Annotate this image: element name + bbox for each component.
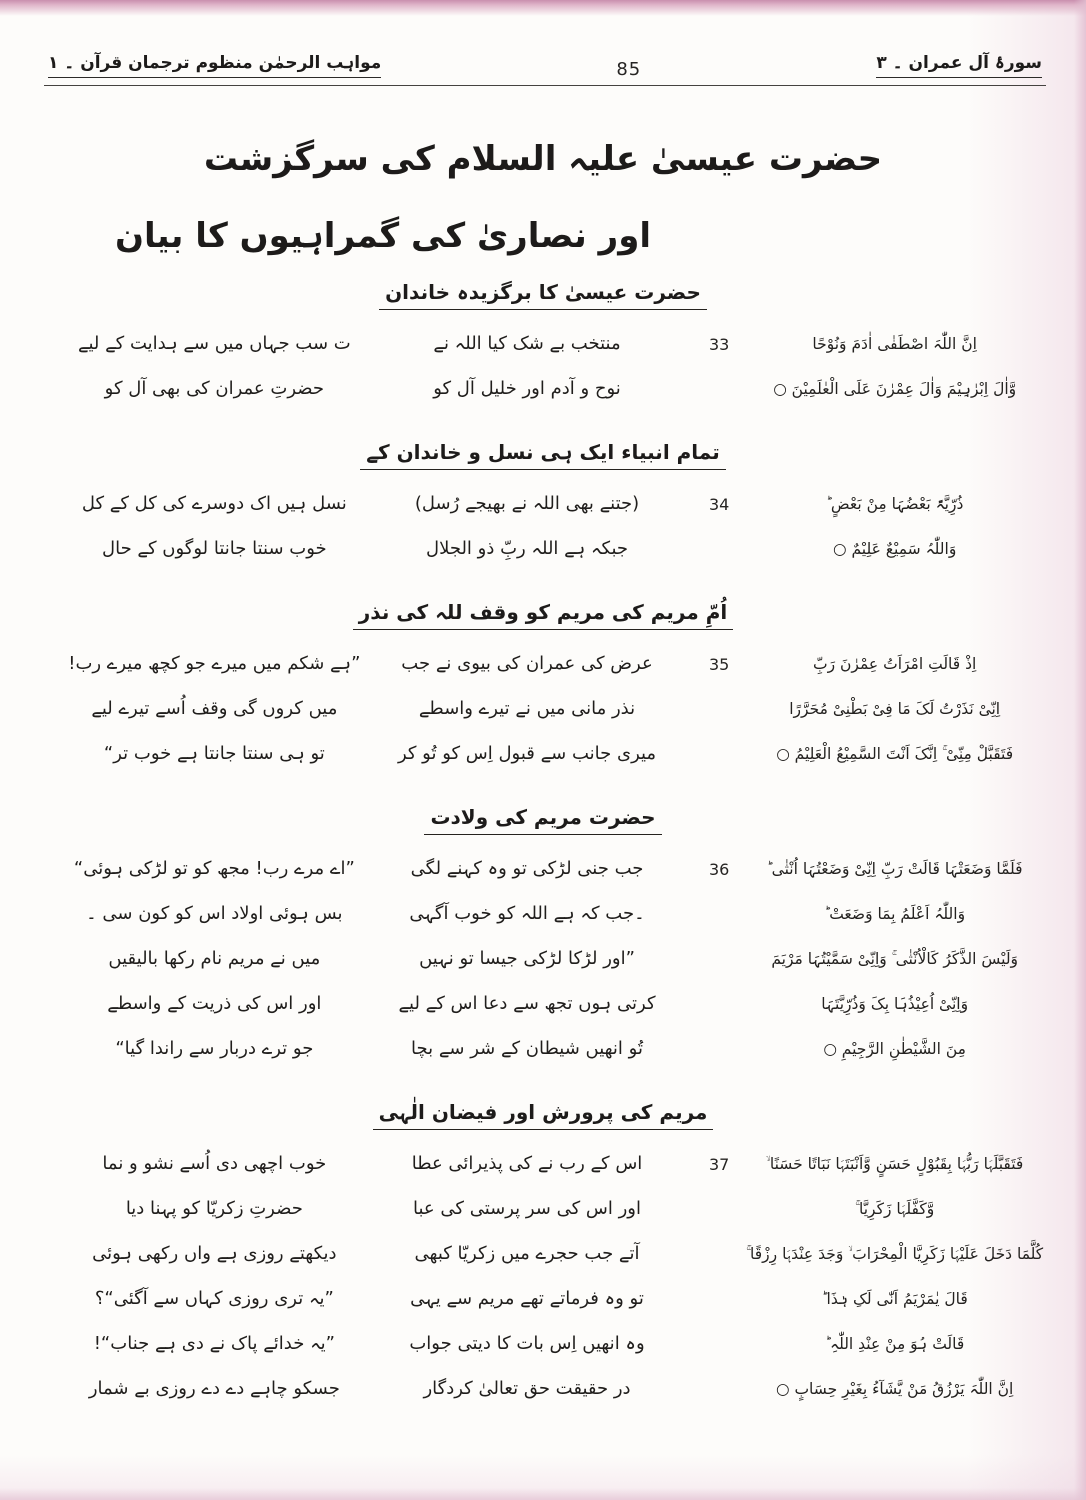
- arabic-line: اِنَّ اللّٰہَ اصْطَفٰی اٰدَمَ وَنُوْحًا: [812, 334, 977, 353]
- scan-edge-top: [0, 0, 1086, 16]
- hemistich-left: میں کروں گی وقف اُسے تیرے لیے: [91, 698, 338, 720]
- section-heading-36: حضرت مریم کی ولادت: [0, 805, 1086, 835]
- urdu-couplet: [58, 1367, 729, 1412]
- hemistich-left: جو ترے دربار سے راندا گیا“: [115, 1038, 314, 1060]
- verse-number: 33: [708, 335, 730, 354]
- arabic-line: وَاللّٰہُ اَعْلَمُ بِمَا وَضَعَتْ ؕ: [824, 904, 966, 923]
- hemistich-right: ”اور لڑکا لڑکی جیسا تو نہیں: [419, 948, 635, 970]
- arabic-line: وَلَیْسَ الذَّکَرُ کَالْاُنْثٰی ۚ وَاِنِّیْ سَمَّیْتُہَا مَرْیَمَ: [771, 949, 1019, 968]
- section-heading-35: اُمِّ مریم کی مریم کو وقف للہ کی نذر: [0, 600, 1086, 630]
- arabic-line: فَتَقَبَّلْ مِنِّیْ ۚ اِنَّکَ اَنْتَ السَّمِیْعُ الْعَلِیْمُ ○: [776, 744, 1014, 763]
- urdu-couplet: [58, 322, 729, 367]
- urdu-couplet: [58, 1142, 729, 1187]
- section-heading-33: حضرت عیسیٰ کا برگزیدہ خاندان: [0, 280, 1086, 310]
- urdu-couplet: [58, 1027, 729, 1072]
- hemistich-left: حضرتِ زکریّا کو پہنا دیا: [125, 1198, 303, 1220]
- surah-title: سورۂ آل عمران ۔ ۳: [876, 52, 1042, 78]
- hemistich-left: جسکو چاہے دے دے روزی بے شمار: [88, 1378, 340, 1400]
- verse-34: [0, 478, 1086, 576]
- arabic-line: فَلَمَّا وَضَعَتْہَا قَالَتْ رَبِّ اِنِّیْ وَضَعْتُہَا اُنْثٰی ؕ: [766, 859, 1023, 878]
- hemistich-left: میں نے مریم نام رکھا بالیقیں: [108, 948, 321, 970]
- verse-33-arabic: [729, 322, 1060, 412]
- hemistich-right: اور اس کی سر پرستی کی عبا: [413, 1198, 641, 1220]
- urdu-couplet: [58, 847, 729, 892]
- verse-35-urdu: [52, 642, 729, 777]
- verse-35-arabic: [729, 642, 1060, 777]
- hemistich-right: تُو انھیں شیطان کے شر سے بچا: [411, 1038, 643, 1060]
- arabic-line: وَاللّٰہُ سَمِیْعٌ عَلِیْمٌ ○: [833, 539, 957, 558]
- hemistich-right: اس کے رب نے کی پذیرائی عطا: [411, 1153, 643, 1175]
- arabic-line: اِنِّیْ نَذَرْتُ لَکَ مَا فِیْ بَطْنِیْ مُحَرَّرًا: [789, 699, 1001, 718]
- arabic-line: اِنَّ اللّٰہَ یَرْزُقُ مَنْ یَّشَآءُ بِغَیْرِ حِسَابٍ ○: [776, 1379, 1014, 1398]
- arabic-line: کُلَّمَا دَخَلَ عَلَیْہَا زَکَرِیَّا الْمِحْرَابَ ۙ وَجَدَ عِنْدَہَا رِزْقًا ۚ: [746, 1244, 1044, 1263]
- hemistich-left: ”اے مرے رب! مجھ کو تو لڑکی ہوئی“: [73, 858, 355, 880]
- verse-37-urdu: [52, 1142, 729, 1412]
- hemistich-right: کرتی ہوں تجھ سے دعا اس کے لیے: [398, 993, 656, 1015]
- arabic-line: وَّکَفَّلَہَا زَکَرِیَّا ۚ: [855, 1199, 935, 1218]
- section-heading-37: مریم کی پرورش اور فیضان الٰہی: [0, 1100, 1086, 1130]
- arabic-line: فَتَقَبَّلَہَا رَبُّہَا بِقَبُوْلٍ حَسَنٍ وَّاَنْبَتَہَا نَبَاتًا حَسَنًا ۙ: [766, 1154, 1024, 1173]
- hemistich-right: وہ انھیں اِس بات کا دیتی جواب: [409, 1333, 645, 1355]
- scan-edge-bottom: [0, 1488, 1086, 1500]
- scan-edge-right: [1074, 0, 1086, 1500]
- hemistich-left: نسل ہیں اک دوسرے کی کل کے کل: [81, 493, 347, 515]
- hemistich-right: نوح و آدم اور خلیل آل کو: [433, 378, 621, 400]
- verse-number: 34: [708, 495, 730, 514]
- hemistich-right: عرض کی عمران کی بیوی نے جب: [401, 653, 653, 675]
- urdu-couplet: [58, 642, 729, 687]
- urdu-couplet: [58, 687, 729, 732]
- chapter-title: [0, 138, 1086, 256]
- arabic-line: وَاِنِّیْ اُعِیْذُہَا بِکَ وَذُرِّیَّتَہَا: [821, 994, 969, 1013]
- arabic-line: قَالَ یٰمَرْیَمُ اَنّٰی لَکِ ہٰذَا ؕ: [821, 1289, 968, 1308]
- urdu-couplet: [58, 892, 729, 937]
- hemistich-left: بس ہوئی اولاد اس کو کون سی ۔: [86, 903, 343, 925]
- hemistich-right: تو وہ فرماتے تھے مریم سے یہی: [410, 1288, 644, 1310]
- verse-35: [0, 638, 1086, 781]
- urdu-couplet: [58, 367, 729, 412]
- verse-34-urdu: [52, 482, 729, 572]
- verse-37-arabic: [729, 1142, 1060, 1412]
- verse-36-arabic: [729, 847, 1060, 1072]
- hemistich-left: خوب اچھی دی اُسے نشو و نما: [102, 1153, 327, 1175]
- hemistich-left: ”یہ خدائے پاک نے دی ہے جناب“!: [93, 1333, 335, 1355]
- book-title: مواہب الرحمٰن منظوم ترجمان قرآن ۔ ۱: [48, 52, 381, 78]
- verse-36: [0, 843, 1086, 1076]
- hemistich-left: ت سب جہاں میں سے ہدایت کے لیے: [77, 333, 351, 355]
- section-heading-34: تمام انبیاء ایک ہی نسل و خاندان کے: [0, 440, 1086, 470]
- hemistich-right: آتے جب حجرے میں زکریّا کبھی: [414, 1243, 640, 1265]
- urdu-couplet: [58, 482, 729, 527]
- hemistich-left: ”ہے شکم میں میرے جو کچھ میرے رب!: [68, 653, 361, 675]
- page-number: 85: [616, 59, 642, 80]
- urdu-couplet: [58, 1187, 729, 1232]
- hemistich-left: حضرتِ عمران کی بھی آل کو: [104, 378, 325, 400]
- hemistich-right: میری جانب سے قبول اِس کو تُو کر: [397, 743, 657, 765]
- arabic-line: قَالَتْ ہُوَ مِنْ عِنْدِ اللّٰہِ ؕ: [825, 1334, 965, 1353]
- verse-33: [0, 318, 1086, 416]
- chapter-title-line-2: اور نصاریٰ کی گمراہیوں کا بیان: [115, 216, 651, 256]
- verse-34-arabic: [729, 482, 1060, 572]
- verse-number: 35: [708, 655, 730, 674]
- arabic-line: مِنَ الشَّیْطٰنِ الرَّجِیْمِ ○: [823, 1039, 966, 1058]
- urdu-couplet: [58, 732, 729, 777]
- hemistich-right: در حقیقت حق تعالیٰ کردگار: [423, 1378, 631, 1400]
- verse-36-urdu: [52, 847, 729, 1072]
- hemistich-left: تو ہی سنتا جانتا ہے خوب تر“: [103, 743, 325, 765]
- hemistich-right: ۔جب کہ ہے اللہ کو خوب آگہی: [409, 903, 645, 925]
- arabic-line: وَّاٰلَ اِبْرٰہِیْمَ وَاٰلَ عِمْرٰنَ عَلَی الْعٰلَمِیْنَ ○: [773, 379, 1017, 398]
- hemistich-right: جب جنی لڑکی تو وہ کہنے لگی: [410, 858, 644, 880]
- urdu-couplet: [58, 1322, 729, 1367]
- verse-37: [0, 1138, 1086, 1416]
- chapter-title-line-1: حضرت عیسیٰ علیہ السلام کی سرگزشت: [203, 139, 883, 179]
- urdu-couplet: [58, 1277, 729, 1322]
- hemistich-right: (جتنے بھی اللہ نے بھیجے رُسل): [414, 493, 640, 515]
- urdu-couplet: [58, 1232, 729, 1277]
- hemistich-left: اور اس کی ذریت کے واسطے: [107, 993, 322, 1015]
- header-rule: [44, 85, 1046, 86]
- verse-number: 36: [708, 860, 730, 879]
- urdu-couplet: [58, 527, 729, 572]
- urdu-couplet: [58, 982, 729, 1027]
- hemistich-left: ”یہ تری روزی کہاں سے آگئی“؟: [94, 1288, 334, 1310]
- hemistich-right: جبکہ ہے اللہ ربِّ ذو الجلال: [426, 538, 629, 560]
- hemistich-left: خوب سنتا جانتا لوگوں کے حال: [102, 538, 327, 560]
- urdu-couplet: [58, 937, 729, 982]
- arabic-line: ذُرِّیَّۃً بَعْضُہَا مِنْ بَعْضٍ ؕ: [825, 494, 964, 513]
- hemistich-right: منتخب بے شک کیا اللہ نے: [433, 333, 621, 355]
- verse-number: 37: [708, 1155, 730, 1174]
- hemistich-right: نذر مانی میں نے تیرے واسطے: [418, 698, 636, 720]
- verse-33-urdu: [52, 322, 729, 412]
- hemistich-left: دیکھتے روزی ہے واں رکھی ہوئی: [92, 1243, 337, 1265]
- arabic-line: اِذْ قَالَتِ امْرَاَتُ عِمْرٰنَ رَبِّ: [813, 654, 977, 673]
